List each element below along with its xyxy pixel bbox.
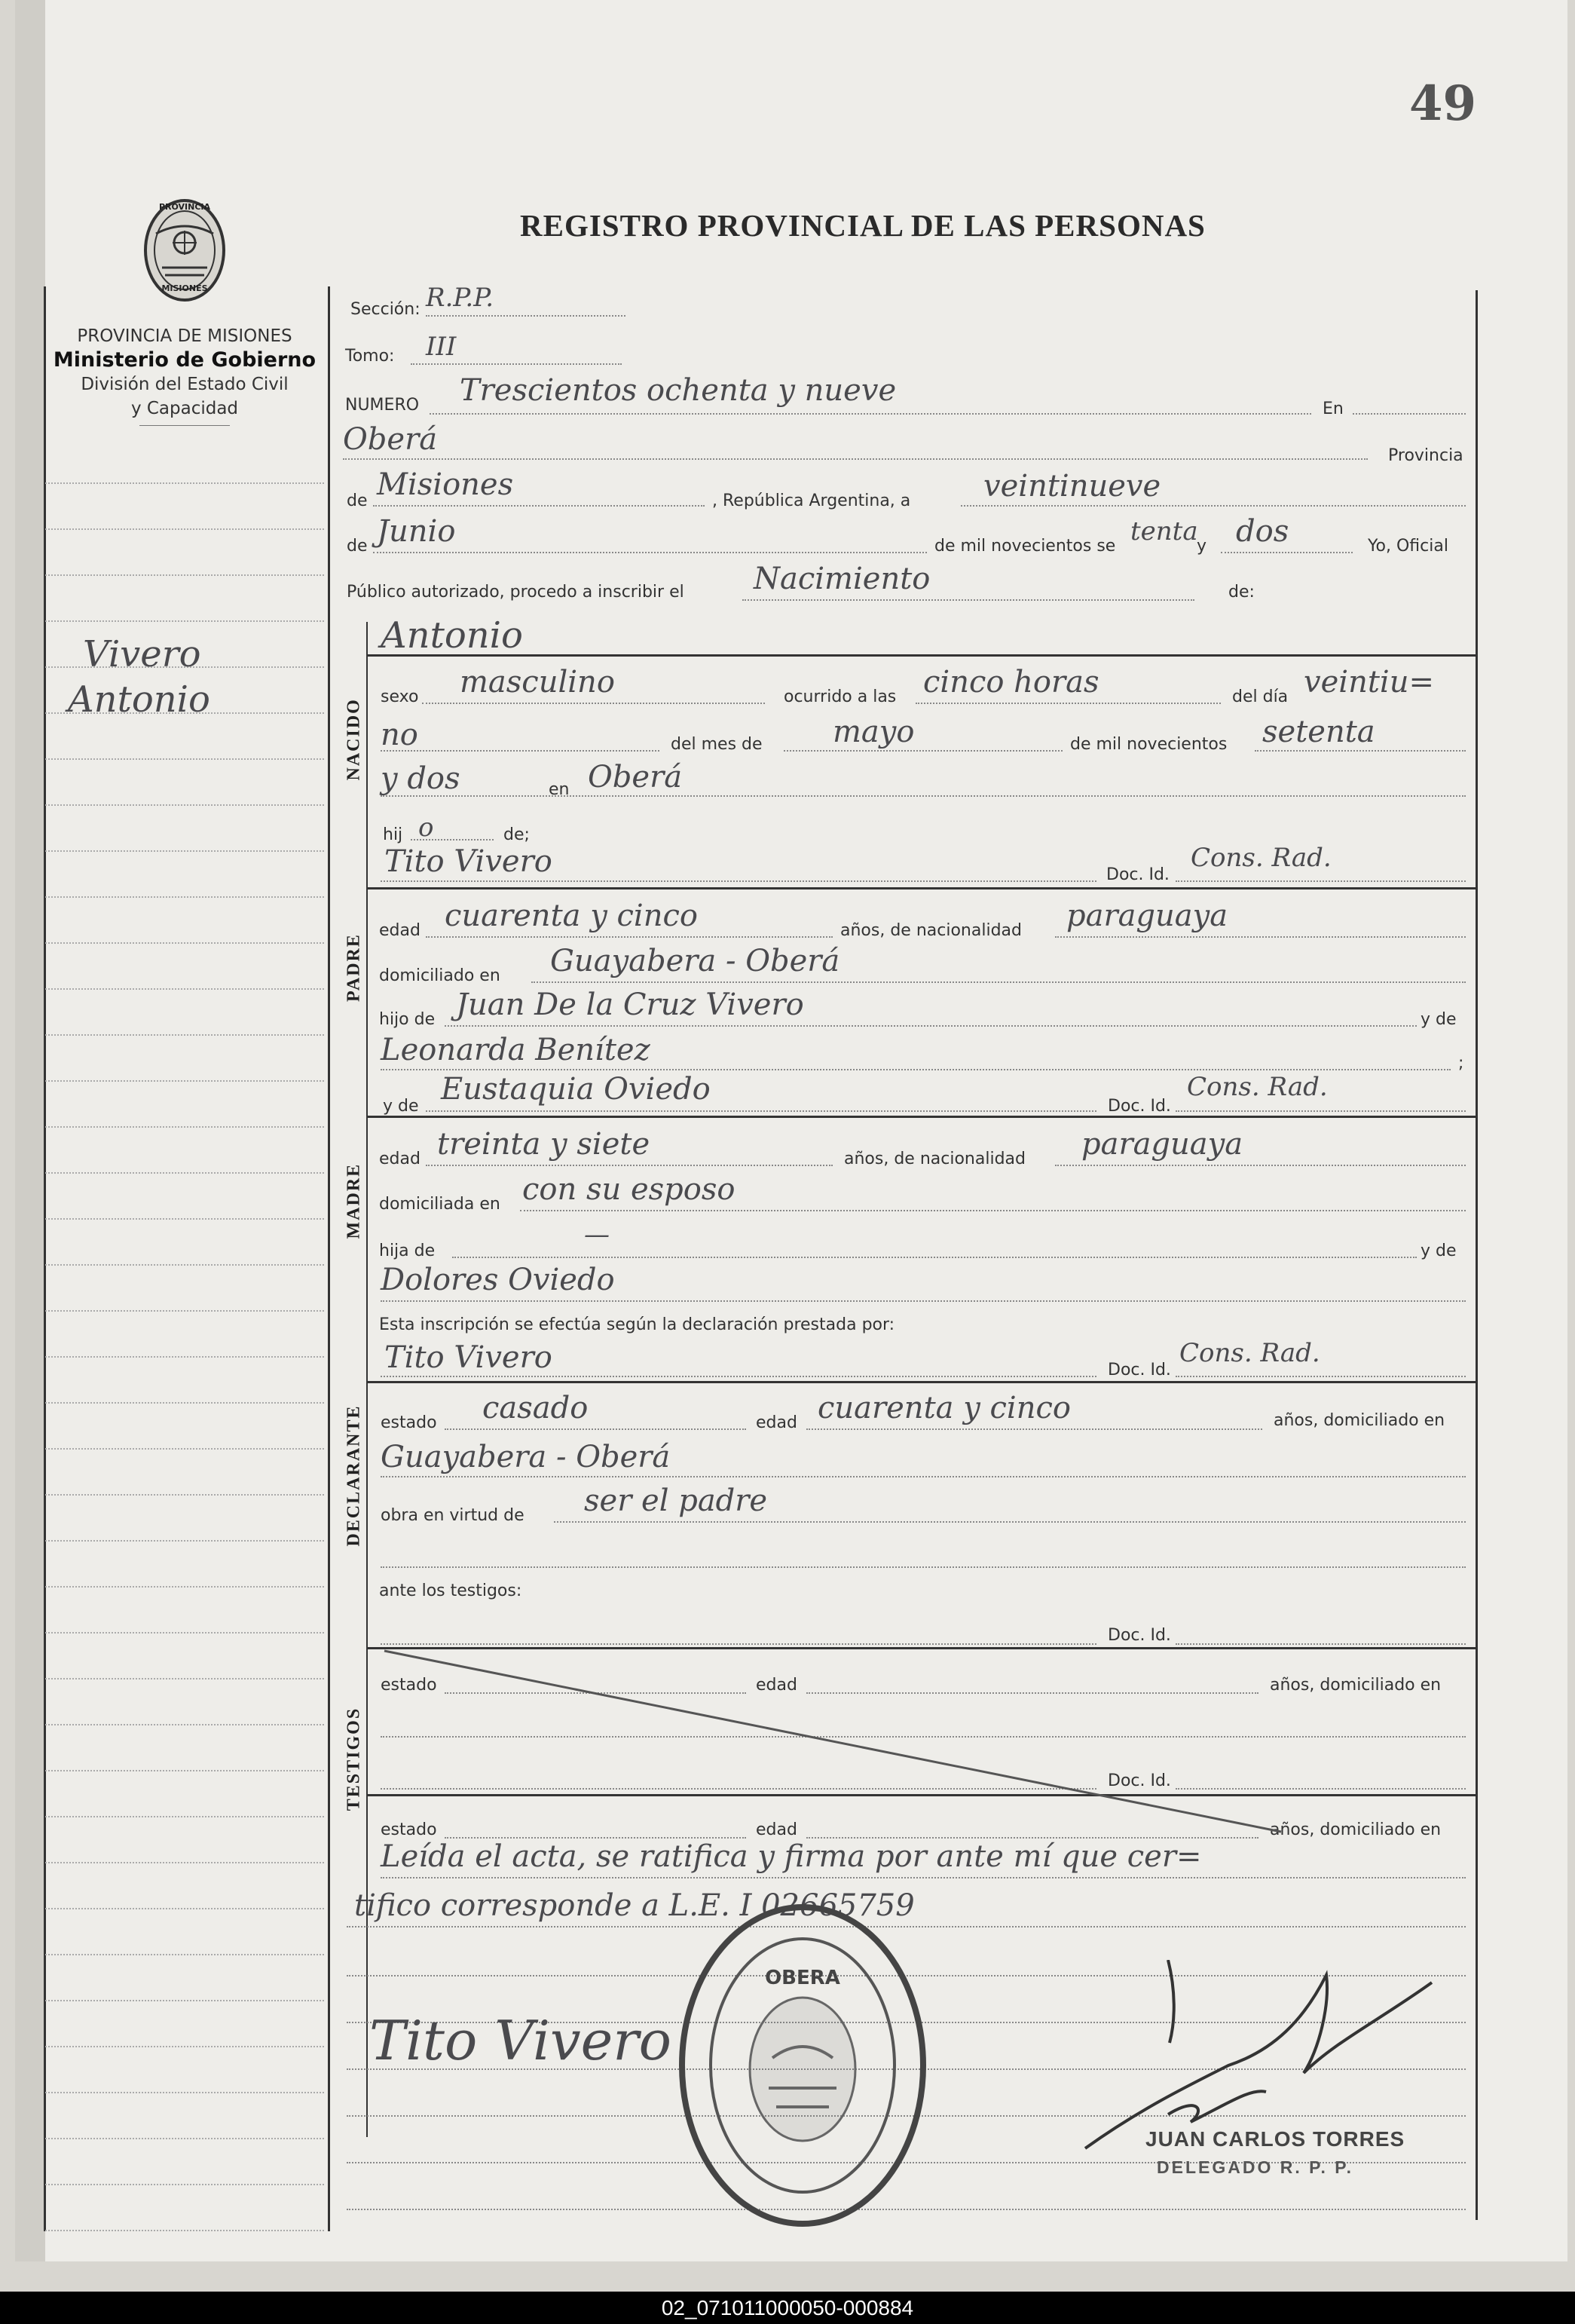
dia-value: veintinueve bbox=[983, 469, 1161, 504]
nacido-en-label: en bbox=[549, 780, 570, 799]
de-dos-puntos-label: de: bbox=[1228, 583, 1255, 602]
footer-bar bbox=[0, 2292, 1575, 2324]
padre-dom-underline bbox=[531, 981, 1466, 983]
testigos-intro-label: ante los testigos: bbox=[379, 1581, 522, 1600]
madre-doc-underline bbox=[1176, 1110, 1466, 1112]
margin-ruled-line bbox=[45, 1540, 324, 1542]
nacido-mil-label: de mil novecientos bbox=[1070, 735, 1228, 754]
testigo2-edad-label: edad bbox=[756, 1820, 797, 1839]
madre-hija-label: hija de bbox=[379, 1242, 436, 1260]
nacido-lugar-value: Oberá bbox=[588, 760, 683, 795]
form-right-rule bbox=[1476, 290, 1478, 2220]
declarante-extra-underline bbox=[381, 1566, 1466, 1568]
mes-value: Junio bbox=[377, 514, 456, 549]
margin-ruled-line bbox=[45, 574, 324, 576]
padre-nac-value: paraguaya bbox=[1066, 899, 1228, 933]
ministry-name: Ministerio de Gobierno bbox=[53, 348, 317, 372]
section-declarante: DECLARANTE bbox=[344, 1404, 364, 1547]
official-name: JUAN CARLOS TORRES bbox=[1145, 2127, 1405, 2151]
document-title: REGISTRO PROVINCIAL DE LAS PERSONAS bbox=[520, 208, 1206, 243]
hora-underline bbox=[916, 703, 1221, 704]
provincia-value: Misiones bbox=[377, 467, 514, 502]
margin-ruled-line bbox=[45, 988, 324, 990]
declarante-edad-underline bbox=[806, 1428, 1262, 1430]
margin-ruled-line bbox=[45, 1724, 324, 1725]
sexo-label: sexo bbox=[381, 687, 419, 706]
padre-nac-label: años, de nacionalidad bbox=[840, 921, 1022, 940]
official-seal-icon bbox=[674, 1900, 931, 2231]
en-underline bbox=[1353, 413, 1466, 415]
dia-value-1: veintiu= bbox=[1304, 665, 1434, 700]
margin-ruled-line bbox=[45, 1448, 324, 1450]
margin-ruled-line bbox=[45, 620, 324, 622]
issuer-rule bbox=[139, 425, 230, 426]
nacido-mes-underline bbox=[784, 750, 1063, 752]
declarante-doc-label: Doc. Id. bbox=[1108, 1361, 1171, 1379]
margin-ruled-line bbox=[45, 1862, 324, 1863]
margin-ruled-line bbox=[45, 482, 324, 484]
margin-divider-rule bbox=[328, 286, 330, 2231]
hijo-underline bbox=[411, 839, 494, 840]
section-nacido: NACIDO bbox=[344, 698, 364, 781]
margin-ruled-line bbox=[45, 1816, 324, 1817]
margin-left-rule bbox=[44, 286, 46, 2231]
testigos-strike-line bbox=[377, 1647, 1296, 1839]
testigo2-doc-label: Doc. Id. bbox=[1108, 1771, 1171, 1790]
padre-yde-label: y de bbox=[1421, 1010, 1457, 1029]
anio-underline bbox=[1221, 552, 1353, 553]
margin-ruled-line bbox=[45, 850, 324, 852]
tomo-value: III bbox=[426, 332, 457, 362]
padre-doc-value: Cons. Rad. bbox=[1191, 843, 1332, 873]
padre-nac-underline bbox=[1055, 936, 1466, 938]
dia-label: del día bbox=[1232, 687, 1289, 706]
crest-bottom-text: MISIONES bbox=[161, 283, 208, 293]
numero-value: Trescientos ochenta y nueve bbox=[460, 373, 897, 408]
dia-value-2: no bbox=[381, 718, 418, 752]
madre-dom-underline bbox=[520, 1210, 1466, 1211]
sexo-underline bbox=[422, 703, 765, 704]
testigo1-dom-label: años, domiciliado en bbox=[1270, 1676, 1442, 1695]
tomo-underline bbox=[411, 363, 622, 365]
nacido-nombre: Antonio bbox=[381, 614, 523, 657]
madre-edad-value: treinta y siete bbox=[437, 1127, 650, 1162]
margin-ruled-line bbox=[45, 1586, 324, 1588]
nacido-mes-value: mayo bbox=[833, 715, 915, 749]
seccion-label: Sección: bbox=[350, 300, 421, 319]
madre-hija-underline bbox=[452, 1257, 1417, 1258]
margin-ruled-line bbox=[45, 1770, 324, 1771]
margin-ruled-line bbox=[45, 896, 324, 898]
testigo2-dom-label: años, domiciliado en bbox=[1270, 1820, 1442, 1839]
mes-label: del mes de bbox=[671, 735, 763, 754]
padre-doc-underline bbox=[1176, 880, 1466, 882]
de-label: de bbox=[347, 491, 368, 510]
section-padre: PADRE bbox=[344, 933, 364, 1002]
madre-hija-value: — bbox=[584, 1220, 610, 1250]
margin-ruled-line bbox=[45, 2092, 324, 2093]
padre-dom-label: domiciliado en bbox=[379, 966, 500, 985]
margin-ruled-line bbox=[45, 2138, 324, 2139]
declarante-nombre: Tito Vivero bbox=[384, 1340, 552, 1375]
provincia-label: Provincia bbox=[1388, 446, 1463, 465]
madre-nac-underline bbox=[1055, 1165, 1466, 1166]
acto-value: Nacimiento bbox=[754, 562, 931, 596]
padre-edad-underline bbox=[426, 936, 833, 938]
padre-edad-label: edad bbox=[379, 921, 421, 940]
madre-nombre: Eustaquia Oviedo bbox=[441, 1072, 711, 1107]
decada-value: tenta bbox=[1130, 516, 1198, 547]
closing-line-1-underline bbox=[381, 1877, 1466, 1878]
margin-ruled-line bbox=[45, 1218, 324, 1220]
padre-semicolon: ; bbox=[1458, 1054, 1464, 1073]
madre-top-rule bbox=[366, 1116, 1476, 1118]
lugar-value: Oberá bbox=[343, 422, 438, 457]
yo-oficial-label: Yo, Oficial bbox=[1368, 537, 1448, 556]
margin-ruled-line bbox=[45, 1172, 324, 1174]
declarante-doc-underline bbox=[1176, 1376, 1466, 1377]
margin-ruled-line bbox=[45, 1126, 324, 1128]
provincia-underline bbox=[373, 505, 705, 507]
margin-ruled-line bbox=[45, 804, 324, 806]
declarante-nombre-underline bbox=[381, 1376, 1096, 1377]
numero-label: NUMERO bbox=[345, 396, 420, 415]
declarante-estado-value: casado bbox=[482, 1391, 589, 1425]
margin-ruled-line bbox=[45, 1080, 324, 1082]
hora-value: cinco horas bbox=[923, 665, 1099, 700]
madre-doc-value: Cons. Rad. bbox=[1187, 1072, 1328, 1102]
margin-ruled-line bbox=[45, 1632, 324, 1634]
declarant-signature: Tito Vivero bbox=[369, 2009, 672, 2072]
padre-top-rule bbox=[366, 887, 1476, 889]
declarante-estado-label: estado bbox=[381, 1413, 437, 1432]
padre-madre-underline bbox=[381, 1069, 1451, 1070]
madre-madre-underline bbox=[381, 1300, 1466, 1302]
madre-yde2-label: y de bbox=[1421, 1242, 1457, 1260]
declarante-dom-label: años, domiciliado en bbox=[1274, 1411, 1445, 1430]
official-signature-scribble bbox=[1078, 1960, 1439, 2156]
mes-underline bbox=[373, 552, 927, 553]
margin-ruled-line bbox=[45, 1678, 324, 1679]
margin-ruled-line bbox=[45, 1954, 324, 1955]
dia2-underline bbox=[381, 750, 659, 752]
madre-doc-label: Doc. Id. bbox=[1108, 1097, 1171, 1116]
declarante-edad-label: edad bbox=[756, 1413, 797, 1432]
margin-given-name: Antonio bbox=[68, 678, 210, 721]
declarante-obra-label: obra en virtud de bbox=[381, 1506, 524, 1525]
testigo2-estado-label: estado bbox=[381, 1820, 437, 1839]
acto-underline bbox=[742, 599, 1194, 601]
madre-nombre-underline bbox=[426, 1110, 1096, 1112]
margin-surname: Vivero bbox=[83, 633, 201, 675]
declarante-edad-value: cuarenta y cinco bbox=[818, 1391, 1071, 1425]
margin-ruled-line bbox=[45, 528, 324, 530]
padre-doc-label: Doc. Id. bbox=[1106, 865, 1170, 884]
hijo-label: hij bbox=[383, 825, 403, 844]
nacido-lugar-underline bbox=[381, 795, 1466, 797]
margin-ruled-line bbox=[45, 1264, 324, 1266]
mil-label: de mil novecientos se bbox=[934, 537, 1116, 556]
lugar-underline bbox=[343, 458, 1368, 460]
margin-ruled-line bbox=[45, 1310, 324, 1312]
issuer-block bbox=[38, 324, 332, 426]
closing-line-1: Leída el acta, se ratifica y firma por ante mí que cer= bbox=[381, 1839, 1202, 1874]
testigo1-nombre-underline bbox=[381, 1643, 1096, 1645]
anio-y-label: y bbox=[1197, 537, 1207, 556]
nacido-anio-underline bbox=[1255, 750, 1466, 752]
declarante-dom-underline bbox=[381, 1476, 1466, 1477]
sexo-value: masculino bbox=[460, 665, 615, 700]
declarante-estado-underline bbox=[445, 1428, 746, 1430]
seal-city-text: OBERA bbox=[765, 1967, 840, 1989]
padre-edad-value: cuarenta y cinco bbox=[445, 899, 698, 933]
anio-value: dos bbox=[1236, 514, 1289, 549]
padre-hijo-underline bbox=[445, 1025, 1417, 1027]
madre-nac-label: años, de nacionalidad bbox=[844, 1150, 1026, 1168]
declarante-dom-value: Guayabera - Oberá bbox=[381, 1440, 671, 1474]
margin-ruled-line bbox=[45, 1908, 324, 1909]
dia-underline bbox=[961, 505, 1466, 507]
margin-ruled-line bbox=[45, 2000, 324, 2001]
nacido-top-rule bbox=[366, 654, 1476, 657]
de-mes-label: de bbox=[347, 537, 368, 556]
declaracion-label: Esta inscripción se efectúa según la declaración prestada por: bbox=[379, 1315, 895, 1334]
madre-yde-label: y de bbox=[383, 1097, 419, 1116]
nacido-anio-value-2: y dos bbox=[381, 761, 460, 796]
section-madre: MADRE bbox=[344, 1162, 364, 1239]
hijo-de-label: de; bbox=[503, 825, 530, 844]
testigo1-edad-label: edad bbox=[756, 1676, 797, 1695]
footer-id: 02_071011000050-000884 bbox=[661, 2296, 914, 2319]
tomo-label: Tomo: bbox=[345, 347, 395, 366]
province-crest-icon bbox=[132, 188, 237, 309]
declarante-obra-value: ser el padre bbox=[584, 1484, 768, 1518]
numero-underline bbox=[430, 413, 1311, 415]
declarante-top-rule bbox=[366, 1381, 1476, 1383]
testigo1-doc-underline bbox=[1176, 1643, 1466, 1645]
republica-label: , República Argentina, a bbox=[712, 491, 911, 510]
margin-ruled-line bbox=[45, 758, 324, 760]
hijo-value: o bbox=[418, 813, 434, 843]
margin-ruled-line bbox=[45, 1402, 324, 1404]
province-name: PROVINCIA DE MISIONES bbox=[77, 326, 292, 346]
margin-ruled-line bbox=[45, 2046, 324, 2047]
publico-label: Público autorizado, procedo a inscribir el bbox=[347, 583, 684, 602]
testigo1-doc-label: Doc. Id. bbox=[1108, 1626, 1171, 1645]
madre-edad-underline bbox=[426, 1165, 833, 1166]
testigo1-estado-label: estado bbox=[381, 1676, 437, 1695]
division-line-2: y Capacidad bbox=[130, 399, 239, 418]
madre-dom-value: con su esposo bbox=[522, 1172, 736, 1207]
padre-hijo-label: hijo de bbox=[379, 1010, 436, 1029]
padre-hijo-value: Juan De la Cruz Vivero bbox=[456, 987, 804, 1022]
declarante-obra-underline bbox=[554, 1521, 1466, 1523]
madre-dom-label: domiciliada en bbox=[379, 1195, 500, 1214]
margin-ruled-line bbox=[45, 942, 324, 944]
division-line-1: División del Estado Civil bbox=[81, 375, 289, 394]
en-label: En bbox=[1323, 400, 1344, 418]
madre-nac-value: paraguaya bbox=[1081, 1127, 1243, 1162]
padre-dom-value: Guayabera - Oberá bbox=[550, 944, 840, 978]
margin-ruled-line bbox=[45, 1034, 324, 1036]
madre-madre-value: Dolores Oviedo bbox=[381, 1263, 615, 1297]
seccion-underline bbox=[426, 315, 625, 317]
margin-ruled-line bbox=[45, 2184, 324, 2185]
closing-line-2: tifico corresponde a L.E. I 02665759 bbox=[354, 1888, 915, 1923]
margin-ruled-line bbox=[45, 2230, 324, 2231]
page-number: 49 bbox=[1409, 75, 1477, 132]
section-testigos: TESTIGOS bbox=[344, 1707, 364, 1811]
crest-top-text: PROVINCIA bbox=[158, 202, 211, 212]
padre-madre-value: Leonarda Benítez bbox=[381, 1033, 650, 1067]
margin-ruled-line bbox=[45, 1494, 324, 1496]
madre-edad-label: edad bbox=[379, 1150, 421, 1168]
ocurrido-label: ocurrido a las bbox=[784, 687, 897, 706]
declarante-doc-value: Cons. Rad. bbox=[1179, 1338, 1320, 1368]
nacido-anio-value-1: setenta bbox=[1262, 715, 1375, 749]
margin-ruled-line bbox=[45, 1356, 324, 1358]
padre-nombre: Tito Vivero bbox=[384, 844, 552, 879]
official-role: DELEGADO R. P. P. bbox=[1157, 2157, 1354, 2177]
seccion-value: R.P.P. bbox=[426, 283, 494, 313]
padre-nombre-underline bbox=[381, 880, 1096, 882]
